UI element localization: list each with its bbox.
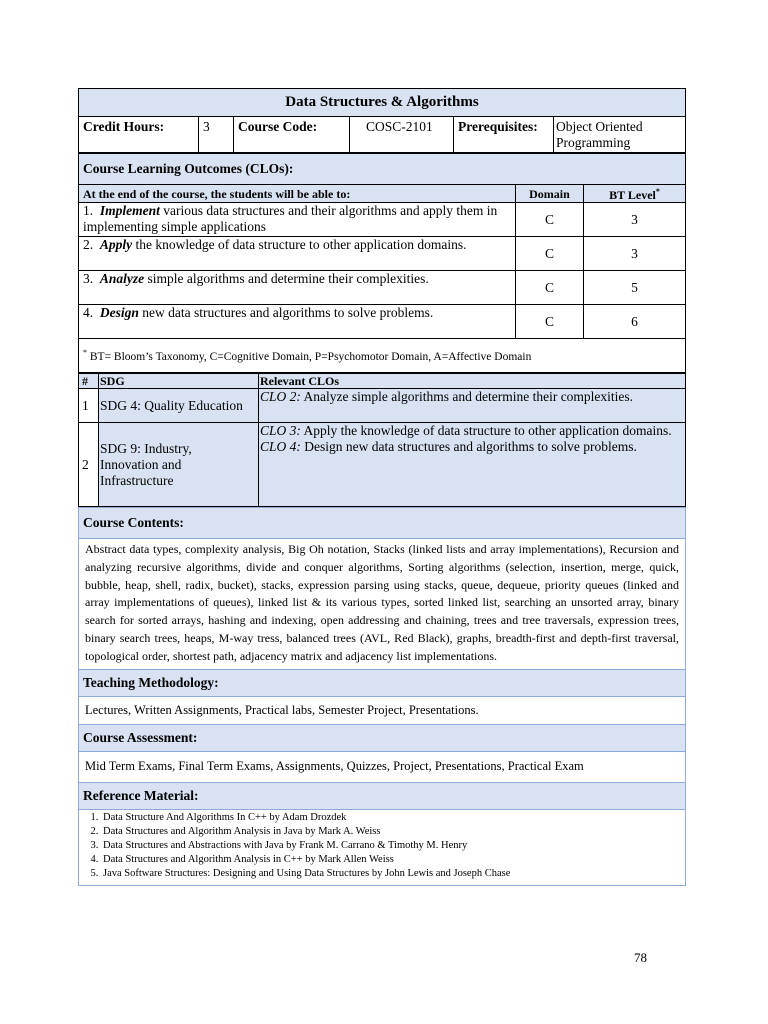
course-contents-text: Abstract data types, complexity analysis, Big Oh notation, Stacks (linked lists and array implementations), Recursion and analyzing recursive algorithms, divide and conquer algorithms, Sorting algorithms (selection, insertion, merge, quick, bubble, heap, shell, radix, bucket), stacks, expression parsing using stacks, queue, dequeue, priority queues (linked and array implementations of queues), linked list & its various types, sorted linked list, searching an unsorted array, binary search for sorted arrays, hashing and indexing, open addressing and chaining, trees and tree traversals, expression trees, binary search trees, heaps, M-way tress, balanced trees (AVL, Red Black), graphs, breadth-first and depth-first traversal, topological order, shortest path, adjacency matrix and adjacency list implementations. — [79, 539, 686, 670]
clo-domain: C — [515, 237, 583, 271]
clo-row — [79, 237, 686, 271]
clo-bt-level: 6 — [583, 305, 685, 339]
course-header-table — [78, 88, 686, 153]
sdg-clo-refs: CLO 2: Analyze simple algorithms and determine their complexities. — [259, 389, 686, 423]
course-sheet — [78, 88, 686, 886]
bt-level-header: BT Level* — [583, 185, 685, 203]
reference-item: 5. Java Software Structures: Designing and Using Data Structures by John Lewis and Joseph Chase — [101, 867, 681, 881]
course-title: Data Structures & Algorithms — [79, 89, 686, 117]
clo-domain: C — [515, 271, 583, 305]
bt-footnote: * BT= Bloom’s Taxonomy, C=Cognitive Domain, P=Psychomotor Domain, A=Affective Domain — [79, 339, 686, 373]
sdg-row — [79, 423, 686, 507]
course-code-label: Course Code: — [234, 117, 350, 153]
sdg-clo-refs: CLO 3: Apply the knowledge of data structure to other application domains. CLO 4: Design new data structures and algorithms to solve problems. — [259, 423, 686, 507]
teaching-methodology-heading: Teaching Methodology: — [79, 669, 686, 696]
reference-item: 4. Data Structures and Algorithm Analysis in C++ by Mark Allen Weiss — [101, 853, 681, 867]
clo-text: 4. Design new data structures and algorithms to solve problems. — [79, 305, 516, 339]
clo-row — [79, 305, 686, 339]
sdg-row-num: 2 — [79, 423, 99, 507]
reference-list — [83, 811, 681, 881]
credit-hours-label: Credit Hours: — [79, 117, 199, 153]
clo-bt-level: 3 — [583, 237, 685, 271]
relevant-clos-header: Relevant CLOs — [259, 374, 686, 389]
sdg-name: SDG 4: Quality Education — [99, 389, 259, 423]
course-assessment-heading: Course Assessment: — [79, 724, 686, 751]
clo-table — [78, 153, 686, 373]
sdg-header: SDG — [99, 374, 259, 389]
sdg-name: SDG 9: Industry, Innovation and Infrastructure — [99, 423, 259, 507]
clo-row — [79, 203, 686, 237]
sdg-row-num: 1 — [79, 389, 99, 423]
prerequisites-label: Prerequisites: — [454, 117, 554, 153]
teaching-methodology-text: Lectures, Written Assignments, Practical labs, Semester Project, Presentations. — [79, 696, 686, 724]
sdg-table — [78, 373, 686, 507]
clo-text: 3. Analyze simple algorithms and determine their complexities. — [79, 271, 516, 305]
course-assessment-text: Mid Term Exams, Final Term Exams, Assignments, Quizzes, Project, Presentations, Practical Exam — [79, 751, 686, 782]
clo-text: 1. Implement various data structures and their algorithms and apply them in implementing simple applications — [79, 203, 516, 237]
reference-material-heading: Reference Material: — [79, 782, 686, 809]
reference-item: 1. Data Structure And Algorithms In C++ by Adam Drozdek — [101, 811, 681, 825]
clo-bt-level: 3 — [583, 203, 685, 237]
clo-domain: C — [515, 305, 583, 339]
course-code-value: COSC-2101 — [350, 117, 454, 153]
clo-heading: Course Learning Outcomes (CLOs): — [79, 154, 686, 185]
reference-list-cell — [79, 809, 686, 885]
clo-bt-level: 5 — [583, 271, 685, 305]
sdg-row — [79, 389, 686, 423]
clo-domain: C — [515, 203, 583, 237]
reference-item: 2. Data Structures and Algorithm Analysis in Java by Mark A. Weiss — [101, 825, 681, 839]
clo-text: 2. Apply the knowledge of data structure to other application domains. — [79, 237, 516, 271]
page-number: 78 — [634, 950, 647, 965]
clo-intro: At the end of the course, the students will be able to: — [79, 185, 516, 203]
sdg-num-header: # — [79, 374, 99, 389]
course-details-table — [78, 507, 686, 886]
prerequisites-value: Object Oriented Programming — [554, 117, 686, 153]
clo-row — [79, 271, 686, 305]
course-contents-heading: Course Contents: — [79, 508, 686, 539]
credit-hours-value: 3 — [199, 117, 234, 153]
domain-header: Domain — [515, 185, 583, 203]
reference-item: 3. Data Structures and Abstractions with Java by Frank M. Carrano & Timothy M. Henry — [101, 839, 681, 853]
